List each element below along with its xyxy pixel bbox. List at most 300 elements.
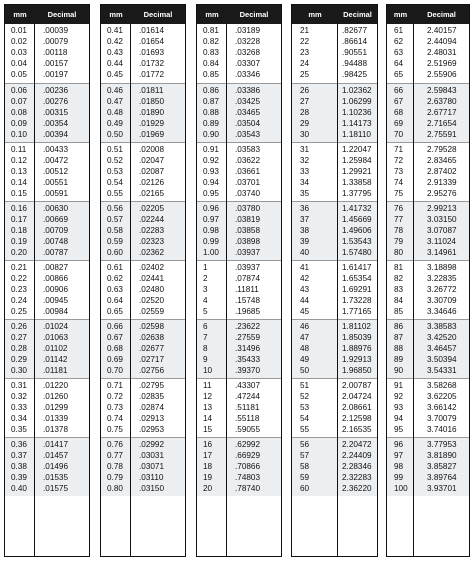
mm-cell: 0.89	[203, 119, 219, 128]
row-group	[387, 437, 469, 496]
header-mm: mm	[393, 10, 408, 19]
decimal-cell: 2.95276	[427, 189, 457, 198]
mm-cell: 92	[394, 392, 404, 401]
mm-cell: 62	[394, 37, 404, 46]
decimal-cell: .01102	[43, 344, 68, 353]
mm-cell: 0.54	[107, 178, 123, 187]
table-row	[197, 166, 281, 177]
table-row	[197, 188, 281, 199]
table-row	[387, 58, 469, 69]
table-row	[292, 365, 377, 376]
mm-cell: 31	[300, 145, 310, 154]
mm-cell: 0.95	[203, 189, 219, 198]
mm-cell: 0.27	[11, 333, 27, 342]
table-row	[5, 177, 89, 188]
decimal-cell: .01339	[43, 414, 69, 423]
table-row	[5, 96, 89, 107]
mm-cell: 24	[300, 59, 310, 68]
decimal-cell: .66929	[235, 451, 261, 460]
mm-cell: 0.17	[11, 215, 27, 224]
mm-cell: 0.81	[203, 26, 219, 35]
table-row	[292, 203, 377, 214]
mm-cell: 0.21	[11, 263, 27, 272]
mm-cell: 0.23	[11, 285, 27, 294]
decimal-cell: .03228	[235, 37, 261, 46]
mm-cell: 0.19	[11, 237, 27, 246]
mm-cell: 0.91	[203, 145, 219, 154]
decimal-cell: .00709	[43, 226, 69, 235]
mm-cell: 0.75	[107, 425, 123, 434]
table-row	[101, 413, 185, 424]
table-row	[101, 166, 185, 177]
row-group	[197, 24, 281, 83]
conversion-table	[100, 4, 186, 557]
table-header	[292, 5, 377, 24]
decimal-cell: 3.85827	[427, 462, 457, 471]
mm-cell: 10	[203, 366, 213, 375]
mm-cell: 2	[203, 274, 208, 283]
table-row	[292, 402, 377, 413]
mm-cell: 0.01	[11, 26, 27, 35]
row-group	[5, 319, 89, 378]
decimal-cell: 2.63780	[427, 97, 457, 106]
decimal-cell: 1.10236	[342, 108, 372, 117]
table-row	[387, 47, 469, 58]
table-row	[101, 284, 185, 295]
mm-cell: 85	[394, 307, 404, 316]
mm-cell: 0.04	[11, 59, 27, 68]
mm-cell: 0.05	[11, 70, 27, 79]
table-row	[197, 262, 281, 273]
decimal-cell: .02559	[139, 307, 165, 316]
mm-cell: 0.60	[107, 248, 123, 257]
mm-cell: 59	[300, 473, 310, 482]
decimal-cell: .03661	[235, 167, 261, 176]
table-row	[197, 483, 281, 494]
decimal-cell: 2.00787	[342, 381, 372, 390]
mm-cell: 0.86	[203, 86, 219, 95]
mm-cell: 0.50	[107, 130, 123, 139]
decimal-cell: .62992	[235, 440, 261, 449]
mm-cell: 0.67	[107, 333, 123, 342]
table-row	[387, 188, 469, 199]
decimal-cell: 1.41732	[342, 204, 372, 213]
mm-cell: 97	[394, 451, 404, 460]
row-group	[5, 24, 89, 83]
decimal-cell: .02717	[139, 355, 165, 364]
table-row	[101, 69, 185, 80]
mm-cell: 0.97	[203, 215, 219, 224]
table-row	[292, 391, 377, 402]
row-group	[5, 437, 89, 496]
table-row	[197, 380, 281, 391]
decimal-cell: 3.54331	[427, 366, 457, 375]
decimal-cell: .02520	[139, 296, 165, 305]
mm-cell: 0.38	[11, 462, 27, 471]
mm-cell: 0.74	[107, 414, 123, 423]
mm-cell: 20	[203, 484, 213, 493]
table-row	[292, 25, 377, 36]
decimal-cell: 3.58268	[427, 381, 457, 390]
mm-cell: 0.26	[11, 322, 27, 331]
table-row	[101, 461, 185, 472]
decimal-cell: .00827	[43, 263, 69, 272]
mm-cell: 0.92	[203, 156, 219, 165]
decimal-cell: 3.42520	[427, 333, 457, 342]
table-row	[101, 439, 185, 450]
row-group	[292, 142, 377, 201]
mm-cell: 0.51	[107, 145, 123, 154]
table-row	[5, 391, 89, 402]
table-row	[197, 472, 281, 483]
mm-cell: 61	[394, 26, 404, 35]
table-row	[5, 472, 89, 483]
conversion-table	[4, 4, 90, 557]
table-row	[101, 365, 185, 376]
decimal-cell: 2.48031	[427, 48, 457, 57]
table-row	[197, 129, 281, 140]
table-row	[5, 203, 89, 214]
decimal-cell: .01063	[43, 333, 69, 342]
table-row	[101, 483, 185, 494]
decimal-cell: .59055	[235, 425, 261, 434]
decimal-cell: .03937	[235, 263, 261, 272]
decimal-cell: 3.70079	[427, 414, 457, 423]
decimal-cell: .00118	[43, 48, 68, 57]
header-decimal: Decimal	[47, 10, 77, 19]
table-row	[5, 424, 89, 435]
table-row	[292, 155, 377, 166]
decimal-cell: .03543	[235, 130, 261, 139]
table-row	[387, 96, 469, 107]
column-divider	[413, 24, 414, 556]
column-divider	[226, 24, 227, 556]
decimal-cell: .01732	[139, 59, 165, 68]
decimal-cell: 2.20472	[342, 440, 372, 449]
table-row	[5, 236, 89, 247]
mm-cell: 26	[300, 86, 310, 95]
mm-cell: 91	[394, 381, 404, 390]
decimal-cell: .03110	[139, 473, 164, 482]
mm-cell: 14	[203, 414, 213, 423]
mm-cell: 0.64	[107, 296, 123, 305]
decimal-cell: 1.45669	[342, 215, 372, 224]
table-row	[387, 177, 469, 188]
mm-cell: 15	[203, 425, 213, 434]
decimal-cell: .03150	[139, 484, 165, 493]
mm-cell: 0.65	[107, 307, 123, 316]
decimal-cell: .47244	[235, 392, 261, 401]
decimal-cell: 1.22047	[342, 145, 372, 154]
mm-cell: 0.47	[107, 97, 123, 106]
decimal-cell: 3.50394	[427, 355, 457, 364]
mm-cell: 0.10	[11, 130, 27, 139]
row-group	[101, 142, 185, 201]
mm-cell: 0.56	[107, 204, 123, 213]
table-row	[292, 85, 377, 96]
decimal-cell: 3.46457	[427, 344, 457, 353]
table-row	[292, 413, 377, 424]
table-row	[197, 69, 281, 80]
mm-cell: 90	[394, 366, 404, 375]
decimal-cell: .01969	[139, 130, 165, 139]
table-row	[5, 306, 89, 317]
mm-cell: 13	[203, 403, 213, 412]
row-group	[387, 201, 469, 260]
mm-cell: 0.40	[11, 484, 27, 493]
mm-cell: 0.24	[11, 296, 27, 305]
decimal-cell: .02835	[139, 392, 165, 401]
row-group	[387, 378, 469, 437]
mm-cell: 79	[394, 237, 404, 246]
table-row	[197, 203, 281, 214]
table-row	[5, 155, 89, 166]
table-row	[5, 365, 89, 376]
table-row	[5, 413, 89, 424]
table-row	[292, 177, 377, 188]
mm-cell: 37	[300, 215, 310, 224]
conversion-table	[386, 4, 470, 557]
decimal-cell: .00866	[43, 274, 69, 283]
decimal-cell: .55118	[235, 414, 260, 423]
row-group	[387, 142, 469, 201]
decimal-cell: 1.14173	[342, 119, 372, 128]
table-row	[5, 58, 89, 69]
table-row	[197, 391, 281, 402]
table-row	[387, 402, 469, 413]
mm-cell: 29	[300, 119, 310, 128]
table-row	[387, 225, 469, 236]
mm-cell: 39	[300, 237, 310, 246]
mm-cell: 0.48	[107, 108, 123, 117]
mm-cell: 8	[203, 344, 208, 353]
decimal-cell: .01614	[139, 26, 165, 35]
row-group	[387, 319, 469, 378]
decimal-cell: 3.07087	[427, 226, 457, 235]
mm-cell: 0.11	[11, 145, 27, 154]
mm-cell: 0.06	[11, 86, 27, 95]
decimal-cell: .74803	[235, 473, 261, 482]
decimal-cell: 1.92913	[342, 355, 372, 364]
mm-cell: 0.90	[203, 130, 219, 139]
table-row	[197, 295, 281, 306]
table-row	[387, 413, 469, 424]
table-row	[292, 295, 377, 306]
row-group	[101, 24, 185, 83]
table-row	[197, 247, 281, 258]
mm-cell: 0.94	[203, 178, 219, 187]
mm-cell: 0.63	[107, 285, 123, 294]
decimal-cell: .27559	[235, 333, 261, 342]
table-row	[387, 365, 469, 376]
row-group	[197, 201, 281, 260]
mm-cell: 0.96	[203, 204, 219, 213]
table-row	[197, 214, 281, 225]
table-row	[101, 85, 185, 96]
mm-cell: 69	[394, 119, 404, 128]
decimal-cell: .02008	[139, 145, 165, 154]
mm-cell: 0.93	[203, 167, 219, 176]
mm-cell: 95	[394, 425, 404, 434]
decimal-cell: .00276	[43, 97, 69, 106]
table-row	[292, 107, 377, 118]
table-row	[101, 118, 185, 129]
table-row	[387, 129, 469, 140]
mm-cell: 38	[300, 226, 310, 235]
mm-cell: 0.29	[11, 355, 27, 364]
table-row	[101, 47, 185, 58]
table-row	[387, 461, 469, 472]
column-divider	[34, 24, 35, 556]
table-row	[5, 25, 89, 36]
mm-cell: 6	[203, 322, 208, 331]
header-decimal: Decimal	[343, 10, 372, 19]
mm-cell: 12	[203, 392, 213, 401]
decimal-cell: 1.25984	[342, 156, 372, 165]
mm-cell: 0.98	[203, 226, 219, 235]
decimal-cell: .00512	[43, 167, 69, 176]
table-row	[197, 306, 281, 317]
row-group	[101, 437, 185, 496]
table-row	[387, 107, 469, 118]
mm-cell: 84	[394, 296, 404, 305]
mm-cell: 42	[300, 274, 310, 283]
decimal-cell: 2.16535	[342, 425, 372, 434]
table-row	[387, 380, 469, 391]
row-group	[197, 378, 281, 437]
table-row	[197, 58, 281, 69]
decimal-cell: .00197	[43, 70, 69, 79]
table-row	[5, 295, 89, 306]
decimal-cell: 1.73228	[342, 296, 372, 305]
decimal-cell: 2.59843	[427, 86, 457, 95]
mm-cell: 0.57	[107, 215, 123, 224]
decimal-cell: 1.18110	[342, 130, 371, 139]
decimal-cell: .70866	[235, 462, 261, 471]
decimal-cell: 3.03150	[427, 215, 457, 224]
table-row	[197, 25, 281, 36]
decimal-cell: .03071	[139, 462, 165, 471]
mm-cell: 32	[300, 156, 310, 165]
mm-cell: 65	[394, 70, 404, 79]
table-row	[387, 69, 469, 80]
mm-cell: 35	[300, 189, 310, 198]
table-header	[387, 5, 469, 24]
table-row	[5, 166, 89, 177]
mm-cell: 5	[203, 307, 208, 316]
mm-cell: 0.20	[11, 248, 27, 257]
table-row	[387, 295, 469, 306]
mm-cell: 93	[394, 403, 404, 412]
mm-cell: 1.00	[203, 248, 219, 257]
decimal-cell: 2.04724	[342, 392, 372, 401]
decimal-cell: .07874	[235, 274, 261, 283]
table-row	[387, 321, 469, 332]
decimal-cell: .02756	[139, 366, 165, 375]
decimal-cell: .03819	[235, 215, 261, 224]
header-mm: mm	[205, 10, 219, 19]
decimal-cell: .00315	[43, 108, 69, 117]
table-row	[5, 450, 89, 461]
decimal-cell: .00945	[43, 296, 69, 305]
mm-cell: 22	[300, 37, 310, 46]
table-row	[101, 321, 185, 332]
decimal-cell: 2.91339	[427, 178, 457, 187]
decimal-cell: 2.71654	[427, 119, 457, 128]
decimal-cell: 1.57480	[342, 248, 372, 257]
table-row	[197, 461, 281, 472]
table-row	[101, 306, 185, 317]
mm-cell: 77	[394, 215, 404, 224]
table-row	[5, 273, 89, 284]
decimal-cell: .02402	[139, 263, 165, 272]
decimal-cell: 3.74016	[427, 425, 457, 434]
table-row	[197, 343, 281, 354]
decimal-cell: .19685	[235, 307, 261, 316]
decimal-cell: 3.22835	[427, 274, 457, 283]
decimal-cell: .39370	[235, 366, 261, 375]
row-group	[292, 437, 377, 496]
table-row	[5, 380, 89, 391]
table-row	[387, 166, 469, 177]
table-row	[101, 129, 185, 140]
table-row	[292, 424, 377, 435]
decimal-cell: 1.77165	[342, 307, 372, 316]
decimal-cell: .00906	[43, 285, 69, 294]
table-row	[101, 262, 185, 273]
row-group	[292, 83, 377, 142]
mm-cell: 0.49	[107, 119, 123, 128]
decimal-cell: .11811	[235, 285, 259, 294]
decimal-cell: 1.81102	[342, 322, 371, 331]
table-row	[101, 380, 185, 391]
table-row	[101, 177, 185, 188]
decimal-cell: 2.55906	[427, 70, 457, 79]
mm-cell: 76	[394, 204, 404, 213]
table-row	[5, 321, 89, 332]
header-decimal: Decimal	[427, 10, 456, 19]
mm-cell: 0.42	[107, 37, 123, 46]
mm-cell: 0.87	[203, 97, 219, 106]
decimal-cell: .23622	[235, 322, 261, 331]
mm-cell: 0.45	[107, 70, 123, 79]
row-group	[5, 260, 89, 319]
row-group	[292, 260, 377, 319]
table-row	[101, 295, 185, 306]
decimal-cell: 2.36220	[342, 484, 372, 493]
table-row	[292, 166, 377, 177]
table-row	[197, 365, 281, 376]
table-row	[101, 144, 185, 155]
decimal-cell: .82677	[342, 26, 368, 35]
mm-cell: 48	[300, 344, 310, 353]
decimal-cell: .02874	[139, 403, 165, 412]
table-row	[5, 284, 89, 295]
table-row	[101, 354, 185, 365]
decimal-cell: .01142	[43, 355, 68, 364]
mm-cell: 72	[394, 156, 404, 165]
mm-cell: 73	[394, 167, 404, 176]
mm-cell: 3	[203, 285, 208, 294]
decimal-cell: .03031	[139, 451, 165, 460]
decimal-cell: .03465	[235, 108, 261, 117]
mm-cell: 27	[300, 97, 310, 106]
decimal-cell: .78740	[235, 484, 261, 493]
table-row	[197, 155, 281, 166]
table-row	[292, 306, 377, 317]
decimal-cell: .01811	[139, 86, 164, 95]
row-group	[197, 260, 281, 319]
